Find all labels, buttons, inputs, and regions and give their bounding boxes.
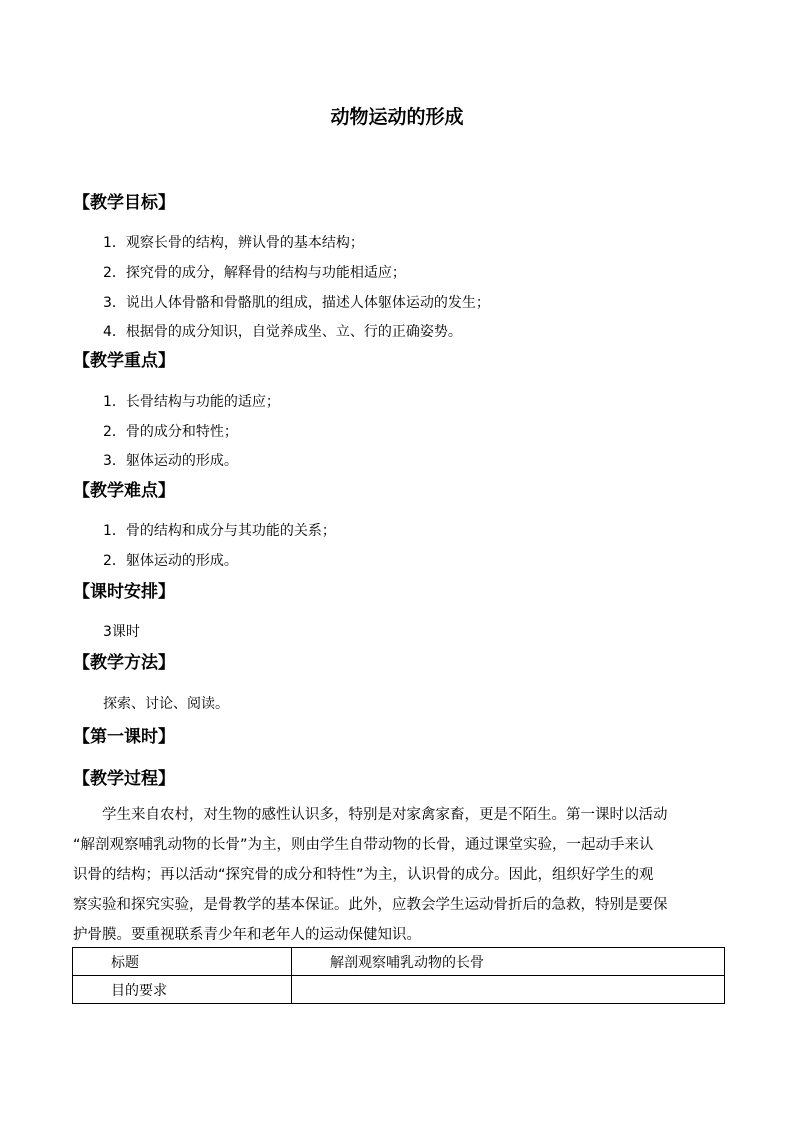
- process-line: 察实验和探究实验，是骨教学的基本保证。此外，应教会学生运动骨折后的急救，特别是要保: [73, 897, 668, 913]
- objective-item: 4．根据骨的成分知识，自觉养成坐、立、行的正确姿势。: [103, 324, 462, 340]
- key-points-heading: 【教学重点】: [73, 351, 175, 371]
- table-row: [73, 976, 725, 1004]
- objective-item: 1．观察长骨的结构，辨认骨的基本结构；: [103, 235, 364, 251]
- methods-heading: 【教学方法】: [73, 653, 175, 673]
- difficulty-item: 1．骨的结构和成分与其功能的关系；: [103, 523, 336, 539]
- schedule-heading: 【课时安排】: [73, 582, 175, 602]
- schedule-text: 3课时: [103, 624, 140, 640]
- process-heading: 【教学过程】: [73, 769, 175, 789]
- process-paragraph: [73, 800, 725, 950]
- process-line: 识骨的结构；再以活动“探究骨的成分和特性”为主，认识骨的成分。因此，组织好学生的观: [73, 867, 654, 883]
- difficulties-heading: 【教学难点】: [73, 481, 175, 501]
- objective-item: 2．探究骨的成分，解释骨的结构与功能相适应；: [103, 265, 406, 281]
- process-line: 学生来自农村，对生物的感性认识多，特别是对家禽家畜，更是不陌生。第一课时以活动: [102, 807, 668, 823]
- table-cell-label: 标题: [73, 948, 292, 976]
- first-lesson-heading: 【第一课时】: [73, 727, 175, 747]
- objective-item: 3．说出人体骨骼和骨骼肌的组成，描述人体躯体运动的发生；: [103, 295, 490, 311]
- table-cell-value: [292, 976, 725, 1004]
- table-cell-value: 解剖观察哺乳动物的长骨: [292, 948, 725, 976]
- objectives-heading: 【教学目标】: [73, 193, 175, 213]
- process-line: “解剖观察哺乳动物的长骨”为主，则由学生自带动物的长骨，通过课堂实验，一起动手来认: [73, 837, 654, 853]
- key-point-item: 2．骨的成分和特性；: [103, 424, 238, 440]
- process-line: 护骨膜。要重视联系青少年和老年人的运动保健知识。: [73, 927, 421, 943]
- key-point-item: 1．长骨结构与功能的适应；: [103, 394, 280, 410]
- page-title: 动物运动的形成: [330, 106, 464, 128]
- table-row: [73, 948, 725, 976]
- lesson-table: [72, 947, 725, 1004]
- table-cell-label: 目的要求: [73, 976, 292, 1004]
- key-point-item: 3．躯体运动的形成。: [103, 453, 238, 469]
- methods-text: 探索、讨论、阅读。: [103, 696, 229, 712]
- difficulty-item: 2．躯体运动的形成。: [103, 553, 238, 569]
